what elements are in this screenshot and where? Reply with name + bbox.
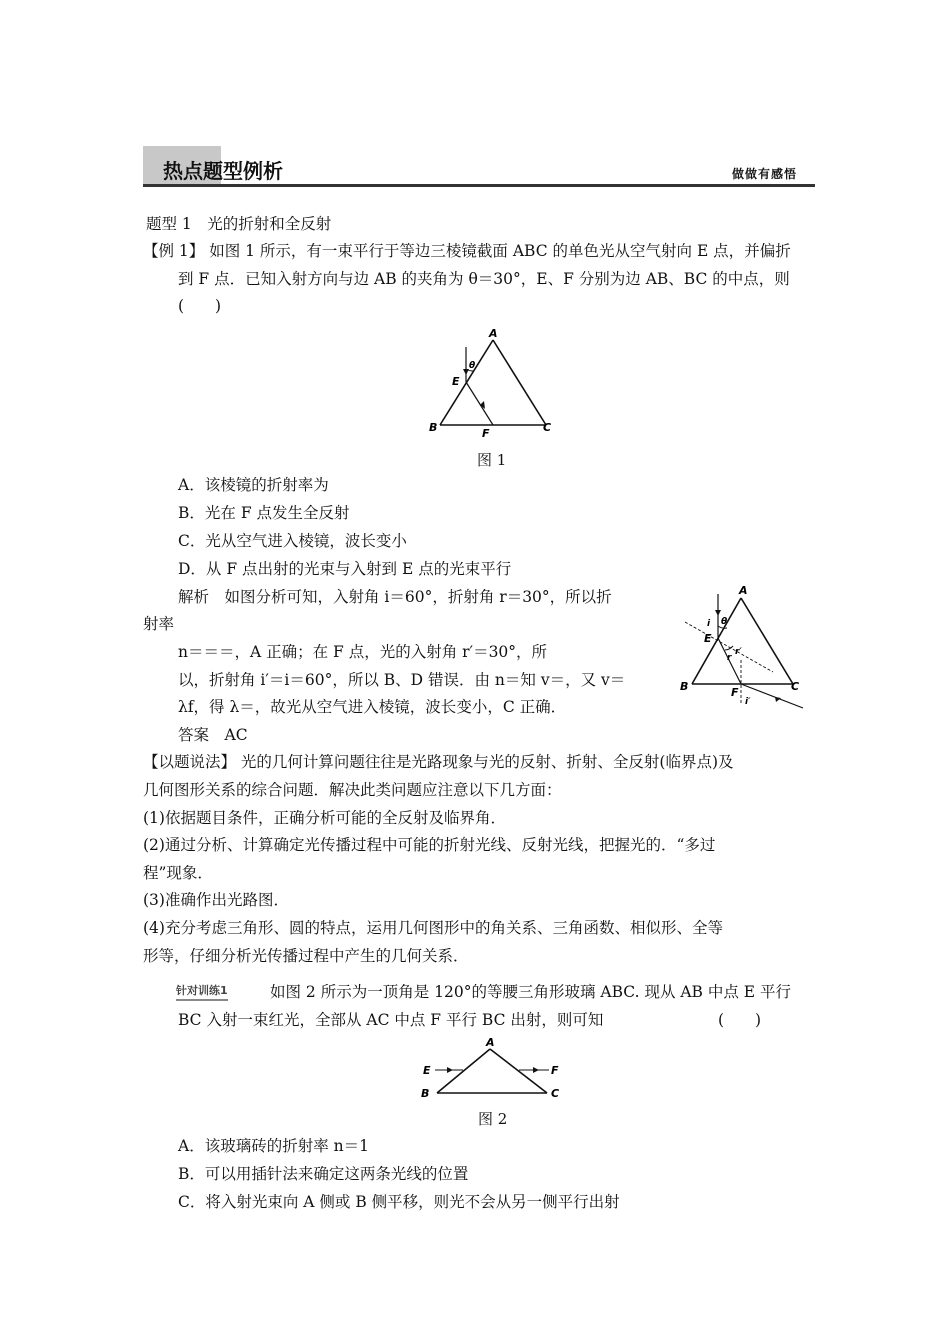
fig1-label-a: A [489,327,498,340]
fig2-label-f: F [551,1064,559,1077]
fig-an-label-c: C [791,680,800,693]
example1-option-c: C．光从空气进入棱镜，波长变小 [178,532,407,550]
example1-line2: 到 F 点．已知入射方向与边 AB 的夹角为 θ＝30°，E、F 分别为边 AB、BC 的中点，则 [178,270,790,288]
training1-option-a: A．该玻璃砖的折射率 n＝1 [178,1137,369,1155]
figure-1-caption: 图 1 [477,451,507,469]
analysis-line2: 射率 [143,615,175,633]
method-line3: (1)依据题目条件，正确分析可能的全反射及临界角． [143,809,506,827]
analysis-line1: 解析 如图分析可知，入射角 i＝60°，折射角 r＝30°，所以折 [178,588,612,606]
example1-option-b: B．光在 F 点发生全反射 [178,504,350,522]
training-badge: 针对训练1 [176,982,228,1001]
analysis-line4: 以，折射角 i′＝i＝60°，所以 B、D 错误．由 n＝知 v＝，又 v＝ [178,671,626,689]
training1-line2: BC 入射一束红光，全部从 AC 中点 F 平行 BC 出射，则可知 [178,1011,604,1029]
header-right-label: 做做有感悟 [732,167,798,181]
example1-answer-paren: ( ) [178,297,222,315]
fig2-label-b: B [421,1087,430,1100]
method-line1: 【以题说法】 光的几何计算问题往往是光路现象与光的反射、折射、全反射(临界点)及 [143,753,734,771]
example1-option-a: A．该棱镜的折射率为 [178,476,329,494]
fig-an-label-theta: θ [721,617,728,627]
fig-an-label-r-prime: r′ [735,647,742,657]
training1-line1: 如图 2 所示为一顶角是 120°的等腰三角形玻璃 ABC. 现从 AB 中点 E 平行 [270,983,792,1001]
fig-an-label-e: E [704,632,712,645]
fig1-label-f: F [482,427,490,440]
page-title: 热点题型例析 [163,159,283,183]
figure-1 [425,325,565,440]
training1-option-c: C．将入射光束向 A 侧或 B 侧平移，则光不会从另一侧平行出射 [178,1193,620,1211]
fig2-label-a: A [486,1036,495,1049]
fig-an-label-i: i [707,619,711,629]
fig2-label-e: E [423,1064,431,1077]
fig1-label-c: C [543,421,552,434]
example1-line1: 【例 1】 如图 1 所示，有一束平行于等边三棱镜截面 ABC 的单色光从空气射向 E 点，并偏折 [143,242,791,260]
fig2-label-c: C [551,1087,560,1100]
fig-an-label-b: B [680,680,689,693]
answer-line: 答案 AC [178,726,248,744]
training1-answer-paren: ( ) [718,1011,762,1029]
fig1-side-ac [493,340,546,425]
method-line8: 形等，仔细分析光传播过程中产生的几何关系． [143,947,469,965]
method-line4: (2)通过分析、计算确定光传播过程中可能的折射光线、反射光线，把握光的．“多过 [143,836,716,854]
method-line2: 几何图形关系的综合问题．解决此类问题应注意以下几方面： [143,781,562,799]
fig-an-label-i-prime: i′ [745,697,751,707]
method-line5: 程”现象． [143,864,213,882]
example1-option-d: D．从 F 点出射的光束与入射到 E 点的光束平行 [178,560,512,578]
fig1-label-b: B [429,421,438,434]
figure-2 [415,1035,575,1103]
fig-an-label-r: r [727,653,732,663]
fig-an-label-f: F [731,686,739,699]
header-rule [143,184,815,187]
section-heading: 题型 1 光的折射和全反射 [146,215,332,233]
method-line6: (3)准确作出光路图． [143,891,289,909]
analysis-line3: n＝＝＝，A 正确；在 F 点，光的入射角 r′＝30°，所 [178,643,548,661]
analysis-line5: λf，得 λ＝，故光从空气进入棱镜，波长变小，C 正确． [178,698,567,716]
method-line7: (4)充分考虑三角形、圆的特点，运用几何图形中的角关系、三角函数、相似形、全等 [143,919,723,937]
analysis-figure [675,580,815,720]
fig1-label-theta: θ [469,361,476,371]
fig-an-label-a: A [739,584,748,597]
figure-2-caption: 图 2 [478,1110,508,1128]
training1-option-b: B．可以用插针法来确定这两条光线的位置 [178,1165,469,1183]
fig1-label-e: E [452,375,460,388]
fig1-refracted-ray [466,382,493,425]
